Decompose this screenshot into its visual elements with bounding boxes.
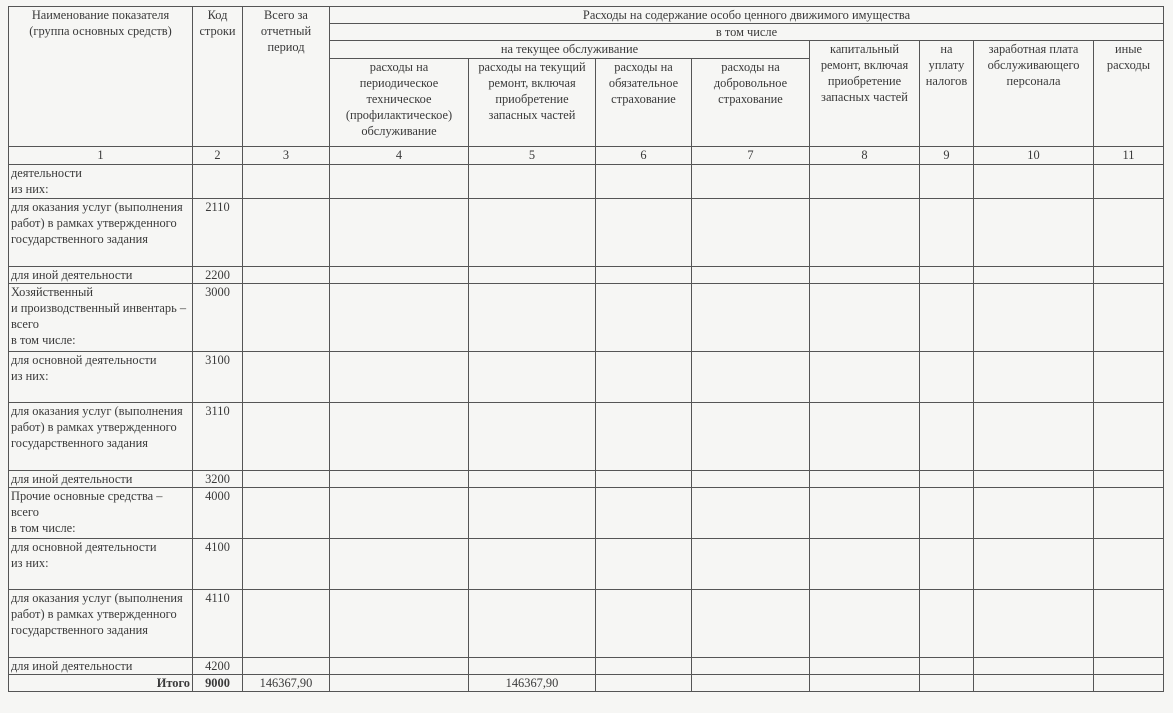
empty-cell: [974, 199, 1094, 267]
empty-cell: [692, 471, 810, 488]
row-total: [243, 539, 330, 590]
column-number: 5: [469, 147, 596, 165]
empty-cell: [1094, 199, 1164, 267]
table-row: [9, 471, 1164, 488]
row-total: [243, 488, 330, 539]
empty-cell: [920, 488, 974, 539]
empty-cell: [920, 539, 974, 590]
empty-cell: [692, 267, 810, 284]
empty-cell: [692, 165, 810, 199]
table-row: [9, 199, 1164, 267]
total-sum: 146367,90: [243, 675, 330, 692]
row-col5: [469, 658, 596, 675]
column-number: 3: [243, 147, 330, 165]
empty-cell: [692, 488, 810, 539]
row-code: 2200: [193, 267, 243, 284]
empty-cell: [920, 658, 974, 675]
empty-cell: [330, 658, 469, 675]
row-col5: [469, 471, 596, 488]
row-code: 2110: [193, 199, 243, 267]
row-col5: [469, 488, 596, 539]
empty-cell: [1094, 471, 1164, 488]
empty-cell: [810, 284, 920, 352]
column-number: 7: [692, 147, 810, 165]
row-total: [243, 403, 330, 471]
table-row: [9, 539, 1164, 590]
column-number: 10: [974, 147, 1094, 165]
empty-cell: [920, 199, 974, 267]
row-col5: [469, 539, 596, 590]
empty-cell: [974, 590, 1094, 658]
empty-cell: [596, 675, 692, 692]
empty-cell: [920, 352, 974, 403]
empty-cell: [920, 675, 974, 692]
empty-cell: [330, 539, 469, 590]
empty-cell: [1094, 403, 1164, 471]
empty-cell: [330, 165, 469, 199]
table-row: [9, 352, 1164, 403]
column-number-row: [9, 147, 1164, 165]
empty-cell: [810, 165, 920, 199]
header-col7: расходы на добровольное страхование: [692, 59, 810, 147]
row-label: для иной деятельности: [9, 658, 193, 675]
row-total: [243, 590, 330, 658]
column-number: 11: [1094, 147, 1164, 165]
empty-cell: [330, 675, 469, 692]
row-code: 3200: [193, 471, 243, 488]
empty-cell: [810, 488, 920, 539]
empty-cell: [920, 165, 974, 199]
empty-cell: [330, 284, 469, 352]
empty-cell: [330, 471, 469, 488]
empty-cell: [974, 165, 1094, 199]
empty-cell: [692, 590, 810, 658]
empty-cell: [596, 165, 692, 199]
row-label: для оказания услуг (выполнения работ) в рамках утвержденного государственного задания: [9, 590, 193, 658]
expense-table-sheet: [8, 6, 1164, 692]
header-col9: на уплату налогов: [920, 41, 974, 147]
row-label: для иной деятельности: [9, 471, 193, 488]
empty-cell: [920, 403, 974, 471]
empty-cell: [596, 352, 692, 403]
table-row: [9, 267, 1164, 284]
empty-cell: [810, 199, 920, 267]
row-label: деятельности из них:: [9, 165, 193, 199]
row-total: [243, 658, 330, 675]
header-col6: расходы на обязательное страхование: [596, 59, 692, 147]
row-total: [243, 352, 330, 403]
row-label: для основной деятельности из них:: [9, 539, 193, 590]
column-number: 9: [920, 147, 974, 165]
empty-cell: [810, 352, 920, 403]
table-row: [9, 284, 1164, 352]
column-number: 8: [810, 147, 920, 165]
row-total: [243, 471, 330, 488]
empty-cell: [920, 471, 974, 488]
empty-cell: [974, 658, 1094, 675]
row-label: для оказания услуг (выполнения работ) в рамках утвержденного государственного задания: [9, 403, 193, 471]
header-col5: расходы на текущий ремонт, включая приобретение запасных частей: [469, 59, 596, 147]
empty-cell: [692, 539, 810, 590]
row-code: 4000: [193, 488, 243, 539]
header-col8: капитальный ремонт, включая приобретение запасных частей: [810, 41, 920, 147]
empty-cell: [920, 267, 974, 284]
empty-cell: [810, 267, 920, 284]
empty-cell: [974, 539, 1094, 590]
empty-cell: [596, 403, 692, 471]
empty-cell: [692, 403, 810, 471]
empty-cell: [974, 403, 1094, 471]
column-number: 4: [330, 147, 469, 165]
empty-cell: [692, 352, 810, 403]
header-group-incl: в том числе: [330, 24, 1164, 41]
row-col5: [469, 267, 596, 284]
header-code: Код строки: [193, 7, 243, 147]
empty-cell: [810, 590, 920, 658]
row-code: 4200: [193, 658, 243, 675]
empty-cell: [692, 199, 810, 267]
empty-cell: [1094, 284, 1164, 352]
table-row: [9, 165, 1164, 199]
empty-cell: [810, 539, 920, 590]
table-row: [9, 488, 1164, 539]
empty-cell: [920, 590, 974, 658]
row-label: для оказания услуг (выполнения работ) в рамках утвержденного государственного задания: [9, 199, 193, 267]
empty-cell: [1094, 658, 1164, 675]
empty-cell: [1094, 165, 1164, 199]
empty-cell: [596, 658, 692, 675]
empty-cell: [974, 471, 1094, 488]
row-col5: [469, 284, 596, 352]
header-total: Всего за отчетный период: [243, 7, 330, 147]
expense-table: [8, 6, 1164, 692]
row-total: [243, 284, 330, 352]
column-number: 6: [596, 147, 692, 165]
empty-cell: [330, 199, 469, 267]
empty-cell: [596, 267, 692, 284]
total-label: Итого: [9, 675, 193, 692]
row-code: 3100: [193, 352, 243, 403]
total-code: 9000: [193, 675, 243, 692]
column-number: 1: [9, 147, 193, 165]
empty-cell: [692, 675, 810, 692]
table-row: [9, 403, 1164, 471]
row-col5: [469, 403, 596, 471]
empty-cell: [974, 284, 1094, 352]
header-col11: иные расходы: [1094, 41, 1164, 147]
table-row: [9, 590, 1164, 658]
header-group-main: Расходы на содержание особо ценного движимого имущества: [330, 7, 1164, 24]
total-col5: 146367,90: [469, 675, 596, 692]
row-code: [193, 165, 243, 199]
row-col5: [469, 165, 596, 199]
empty-cell: [596, 539, 692, 590]
empty-cell: [1094, 590, 1164, 658]
empty-cell: [810, 403, 920, 471]
empty-cell: [974, 352, 1094, 403]
row-code: 3110: [193, 403, 243, 471]
empty-cell: [596, 488, 692, 539]
row-label: для основной деятельности из них:: [9, 352, 193, 403]
row-label: Хозяйственный и производственный инвентарь – всего в том числе:: [9, 284, 193, 352]
row-label: для иной деятельности: [9, 267, 193, 284]
empty-cell: [596, 471, 692, 488]
empty-cell: [330, 403, 469, 471]
empty-cell: [692, 658, 810, 675]
row-code: 3000: [193, 284, 243, 352]
row-col5: [469, 199, 596, 267]
header-col4: расходы на периодическое техническое (профилактическое) обслуживание: [330, 59, 469, 147]
row-total: [243, 199, 330, 267]
empty-cell: [596, 590, 692, 658]
empty-cell: [974, 675, 1094, 692]
empty-cell: [1094, 539, 1164, 590]
total-row: [9, 675, 1164, 692]
empty-cell: [920, 284, 974, 352]
header-col10: заработная плата обслуживающего персонала: [974, 41, 1094, 147]
empty-cell: [1094, 488, 1164, 539]
empty-cell: [330, 488, 469, 539]
row-label: Прочие основные средства – всего в том числе:: [9, 488, 193, 539]
header-name: Наименование показателя (группа основных средств): [9, 7, 193, 147]
empty-cell: [1094, 675, 1164, 692]
row-col5: [469, 590, 596, 658]
empty-cell: [330, 590, 469, 658]
empty-cell: [330, 352, 469, 403]
empty-cell: [974, 488, 1094, 539]
row-col5: [469, 352, 596, 403]
header-group-current: на текущее обслуживание: [330, 41, 810, 59]
row-total: [243, 165, 330, 199]
empty-cell: [330, 267, 469, 284]
table-row: [9, 658, 1164, 675]
empty-cell: [1094, 267, 1164, 284]
row-code: 4100: [193, 539, 243, 590]
empty-cell: [810, 658, 920, 675]
empty-cell: [596, 199, 692, 267]
empty-cell: [692, 284, 810, 352]
row-total: [243, 267, 330, 284]
empty-cell: [974, 267, 1094, 284]
empty-cell: [596, 284, 692, 352]
empty-cell: [1094, 352, 1164, 403]
empty-cell: [810, 675, 920, 692]
empty-cell: [810, 471, 920, 488]
row-code: 4110: [193, 590, 243, 658]
column-number: 2: [193, 147, 243, 165]
